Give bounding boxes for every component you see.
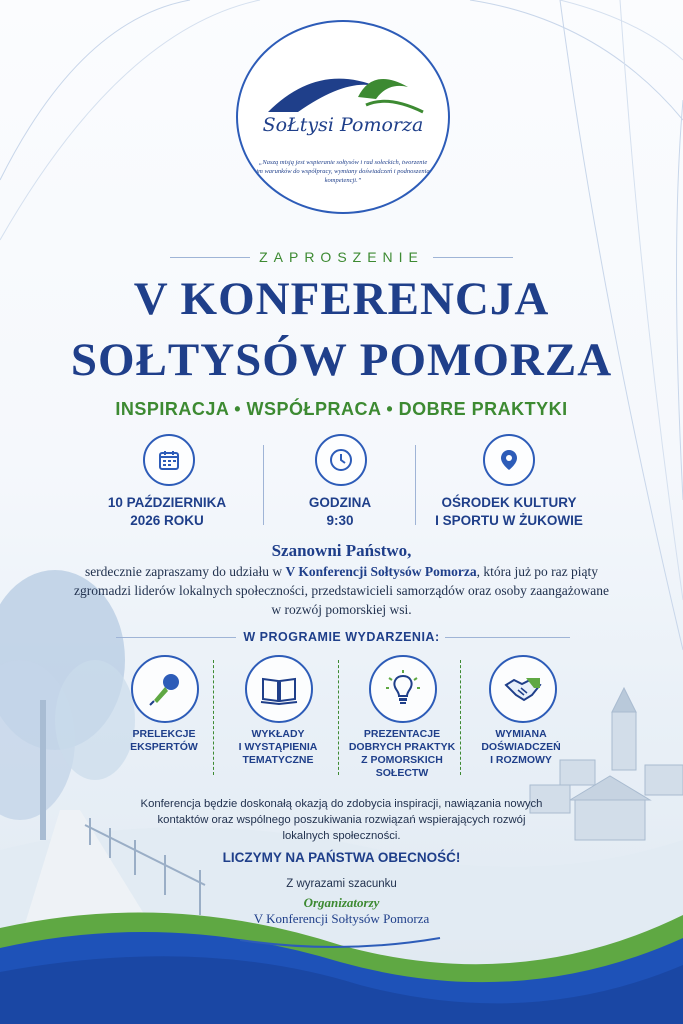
intro-paragraph <box>70 562 613 619</box>
lightbulb-icon <box>369 655 437 723</box>
program-line: WYKŁADY <box>251 728 305 740</box>
program-item-label <box>342 728 462 780</box>
program-item-label <box>218 728 338 767</box>
tagline: INSPIRACJA • WSPÓŁPRACA • DOBRE PRAKTYKI <box>115 399 568 419</box>
intro-highlight: V Konferencji Sołtysów Pomorza <box>285 564 477 579</box>
program-heading: W PROGRAMIE WYDARZENIA: <box>243 630 440 644</box>
program-line: SOŁECTW <box>375 767 429 779</box>
program-line: EKSPERTÓW <box>130 741 198 753</box>
logo-badge <box>236 20 450 214</box>
organizers-name: V Konferencji Sołtysów Pomorza <box>253 911 430 926</box>
logo-name: SoŁtysi Pomorza <box>262 114 424 136</box>
book-icon <box>245 655 313 723</box>
program-item-label <box>104 728 224 754</box>
clock-icon <box>315 434 367 486</box>
page-title-line-2: SOŁTYSÓW POMORZA <box>70 334 613 386</box>
intro-text: , która już po raz piąty zgromadzi liderów lokalnych społeczności, przedstawicieli samorządów oraz osoby zaangażowane w rozwój pomorskiej wsi. <box>74 564 609 617</box>
event-location <box>409 494 609 530</box>
separator <box>338 660 339 775</box>
program-line: I ROZMOWY <box>490 754 552 766</box>
program-line: PREZENTACJE <box>363 728 441 740</box>
program-line: WYMIANA <box>495 728 547 740</box>
event-date <box>67 494 267 530</box>
program-line: PRELEKCJE <box>132 728 196 740</box>
detail-line: 2026 ROKU <box>130 513 204 528</box>
detail-line: 10 PAŹDZIERNIKA <box>107 495 227 510</box>
program-line: Z POMORSKICH <box>361 754 443 766</box>
location-pin-icon <box>483 434 535 486</box>
regards: Z wyrazami szacunku <box>286 878 397 890</box>
microphone-icon <box>131 655 199 723</box>
handshake-icon <box>489 655 557 723</box>
separator <box>213 660 214 775</box>
detail-line: I SPORTU W ŻUKOWIE <box>435 513 583 528</box>
program-line: DOŚWIADCZEŃ <box>481 741 561 753</box>
invite-label: ZAPROSZENIE <box>259 249 424 265</box>
calendar-icon <box>143 434 195 486</box>
page-title-line-1: V KONFERENCJA <box>133 273 550 325</box>
closing-paragraph: Konferencja będzie doskonałą okazją do zdobycia inspiracji, nawiązania nowych kontaktów oraz wspólnego poszukiwania rozwiązań wspierających rozwój lokalnych społeczności. <box>140 798 543 842</box>
program-line: I WYSTĄPIENIA <box>238 741 318 753</box>
call-to-action: LICZYMY NA PAŃSTWA OBECNOŚĆ! <box>222 850 461 865</box>
intro-text: serdecznie zapraszamy do udziału w <box>84 564 286 579</box>
program-line: DOBRYCH PRAKTYK <box>348 741 456 753</box>
program-line: TEMATYCZNE <box>242 754 314 766</box>
detail-line: OŚRODEK KULTURY <box>441 495 577 510</box>
greeting: Szanowni Państwo, <box>271 541 412 560</box>
program-item-label <box>461 728 581 767</box>
detail-line: 9:30 <box>326 513 354 528</box>
logo-motto: „Naszą misją jest wspieranie sołtysów i rad sołeckich, tworzenie im warunków do współpracy, wymiany doświadczeń i podnoszenia kompetencji.” <box>256 159 430 184</box>
wave-logo-icon <box>258 57 428 117</box>
organizers-label: Organizatorzy <box>303 895 380 910</box>
detail-line: GODZINA <box>308 495 372 510</box>
